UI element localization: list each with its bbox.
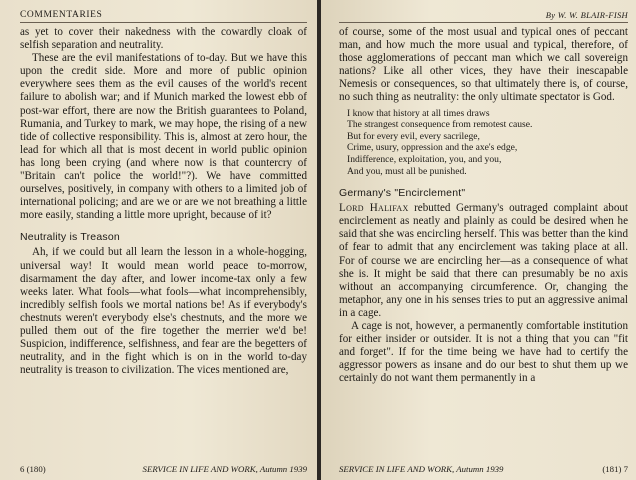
left-page-number: 6 (180) <box>20 464 46 474</box>
poem-line: I know that history at all times draws <box>347 107 490 119</box>
right-page-number: (181) 7 <box>602 464 628 474</box>
poem-line: But for every evil, every sacrilege, <box>347 130 480 142</box>
poem-line: Indifference, exploitation, you, and you, <box>347 153 502 165</box>
poem-line: The strangest consequence from remotest cause. <box>347 119 533 131</box>
left-footer <box>20 464 307 474</box>
left-paragraph-3: Ah, if we could but all learn the lesson in a whole-hogging, universal way! It would mean world peace to-morrow, disarmament the day after, and lower income-tax only a few weeks later. What fools—what fools—what incomprehensibly, incredibly selfish fools we mortal nations be! As if everybody's chestnuts weren't everybody else's chestnuts, and the more we pulled them out of the fire together the merrier we'd be! Suspicion, indifference, selfishness, and fear are the begetters of neutrality, and in the fight which is on in the world to-day neutrality is treason to civilization. The vices mentioned are, <box>20 246 307 377</box>
left-running-head: COMMENTARIES <box>20 8 307 23</box>
left-paragraph-2: These are the evil manifestations of to-day. But we have this upon the credit side. More and more of public opinion everywhere sees them as the evil causes of the world's recent failure to abolish war; and if Munich marked the lowest ebb of post-war effort, there are now the British guarantees to Poland, Rumania, and Turkey to mark, we may hope, the rising of a new tide of collective responsibility. This is, almost at zero hour, the lead for which all that is most decent in world public opinion has long been crying (and where now is that countercry of "Britain can't police the world!"?). We have committed ourselves, positively, in company with others to a limited job of international policing; and are we or are we not breathing a little more easily, standing a little more upright, because of it? <box>20 52 307 222</box>
right-paragraph-2-text: rebutted Germany's outraged complaint about encirclement as neatly and plainly as could be desired when he said that she was encircling herself. This was better than the kind of fear to admit that any encirclement was taking place at all. For of course we are encircling her—as a consequence of what she is. It might be said that there can presumably be no axis without an accompanying circumference. Or, changing the metaphor, any one in his senses tries to put an aggressive animal in a cage. <box>339 202 628 319</box>
left-page <box>0 0 317 480</box>
left-journal-title: SERVICE IN LIFE AND WORK, Autumn 1939 <box>142 464 307 474</box>
right-footer <box>339 464 628 474</box>
lead-words: Lord Halifax <box>339 202 409 215</box>
poem-line: Crime, usury, oppression and the axe's edge, <box>347 142 518 154</box>
right-body-text <box>339 26 628 385</box>
left-body-text <box>20 26 307 377</box>
right-paragraph-1: of course, some of the most usual and typical ones of peccant man, and how much the more usual and typical, therefore, of those agglomerations of peccant man which we call sovereign nations? Like all other vices, they have their inescapable Nemesis or consequences, so that ultimately there is, of course, no such thing as neutrality: the only ultimate spectator is God. <box>339 26 628 104</box>
right-paragraph-2 <box>339 202 628 320</box>
left-paragraph-1: as yet to cover their nakedness with the cowardly cloak of selfish separation and neutrality. <box>20 26 307 52</box>
right-running-head: By W. W. BLAIR-FISH <box>339 8 628 23</box>
poem-quote <box>347 108 628 178</box>
neutrality-heading: Neutrality is Treason <box>20 231 120 244</box>
encirclement-heading: Germany's "Encirclement" <box>339 187 466 200</box>
right-page <box>321 0 636 480</box>
poem-line: And you, must all be punished. <box>347 165 467 177</box>
right-journal-title: SERVICE IN LIFE AND WORK, Autumn 1939 <box>339 464 504 474</box>
right-paragraph-3: A cage is not, however, a permanently comfortable institution for either insider or outsider. It is not a thing that you can "fit and forget". If for the time being we have had to certify the aggressor powers as insane and do our best to shut them up we certainly do not want them permanently in a <box>339 319 628 385</box>
